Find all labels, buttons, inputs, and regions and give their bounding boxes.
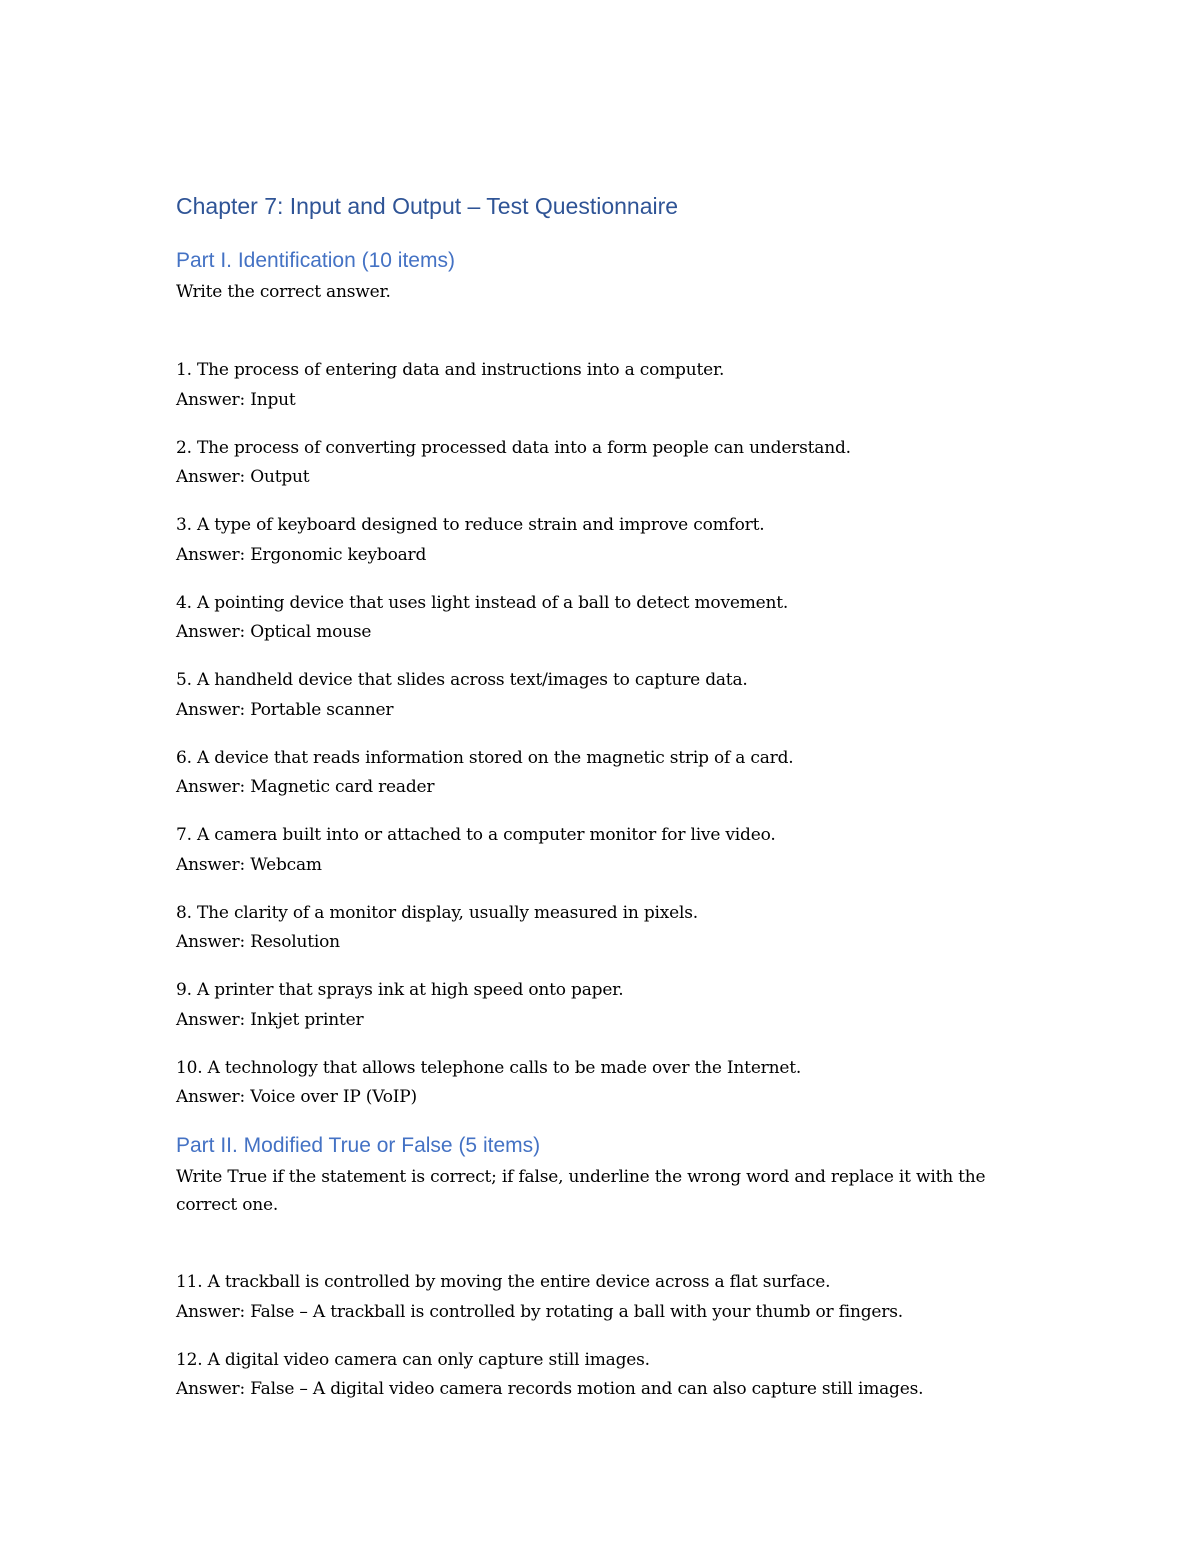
question-text: 11. A trackball is controlled by moving the entire device across a flat surface. [176, 1272, 831, 1292]
answer-text: Answer: Magnetic card reader [176, 777, 435, 797]
question-item [176, 1346, 1036, 1405]
question-item [176, 589, 1036, 648]
part-2-instructions: Write True if the statement is correct; if false, underline the wrong word and replace it with the correct one. [176, 1167, 986, 1215]
answer-text: Answer: Voice over IP (VoIP) [176, 1087, 417, 1107]
question-item [176, 976, 1036, 1035]
question-item [176, 434, 1036, 493]
answer-text: Answer: Inkjet printer [176, 1009, 364, 1030]
document-title: Chapter 7: Input and Output – Test Questionnaire [176, 193, 679, 219]
document-page [176, 190, 1036, 1423]
part-1-instructions: Write the correct answer. [176, 282, 391, 302]
answer-text: Answer: Output [176, 467, 310, 487]
question-item [176, 356, 1036, 415]
question-item [176, 744, 1036, 803]
question-item [176, 899, 1036, 958]
question-item [176, 1054, 1036, 1113]
part-2-items [176, 1268, 1036, 1405]
question-item [176, 511, 1036, 570]
question-text: 4. A pointing device that uses light instead of a ball to detect movement. [176, 592, 789, 613]
answer-text: Answer: False – A trackball is controlled by rotating a ball with your thumb or fingers. [176, 1301, 903, 1322]
question-text: 6. A device that reads information stored on the magnetic strip of a card. [176, 747, 794, 768]
answer-text: Answer: Resolution [176, 932, 340, 952]
part-1-heading: Part I. Identification (10 items) [176, 249, 455, 272]
question-text: 5. A handheld device that slides across text/images to capture data. [176, 670, 748, 690]
answer-text: Answer: Optical mouse [176, 622, 372, 642]
question-item [176, 1268, 1036, 1327]
part-1-items [176, 356, 1036, 1113]
part-2-heading: Part II. Modified True or False (5 items) [176, 1134, 541, 1157]
question-item [176, 666, 1036, 725]
answer-text: Answer: Input [176, 389, 296, 410]
question-text: 3. A type of keyboard designed to reduce strain and improve comfort. [176, 515, 765, 535]
question-text: 9. A printer that sprays ink at high speed onto paper. [176, 980, 624, 1000]
question-item [176, 821, 1036, 880]
question-text: 2. The process of converting processed data into a form people can understand. [176, 437, 851, 458]
answer-text: Answer: Webcam [176, 854, 322, 875]
answer-text: Answer: Ergonomic keyboard [176, 544, 427, 565]
answer-text: Answer: False – A digital video camera records motion and can also capture still images. [176, 1379, 924, 1399]
question-text: 12. A digital video camera can only capture still images. [176, 1349, 650, 1370]
answer-text: Answer: Portable scanner [176, 699, 394, 720]
question-text: 1. The process of entering data and instructions into a computer. [176, 360, 725, 380]
question-text: 8. The clarity of a monitor display, usually measured in pixels. [176, 902, 698, 923]
question-text: 7. A camera built into or attached to a computer monitor for live video. [176, 825, 776, 845]
question-text: 10. A technology that allows telephone calls to be made over the Internet. [176, 1057, 802, 1078]
